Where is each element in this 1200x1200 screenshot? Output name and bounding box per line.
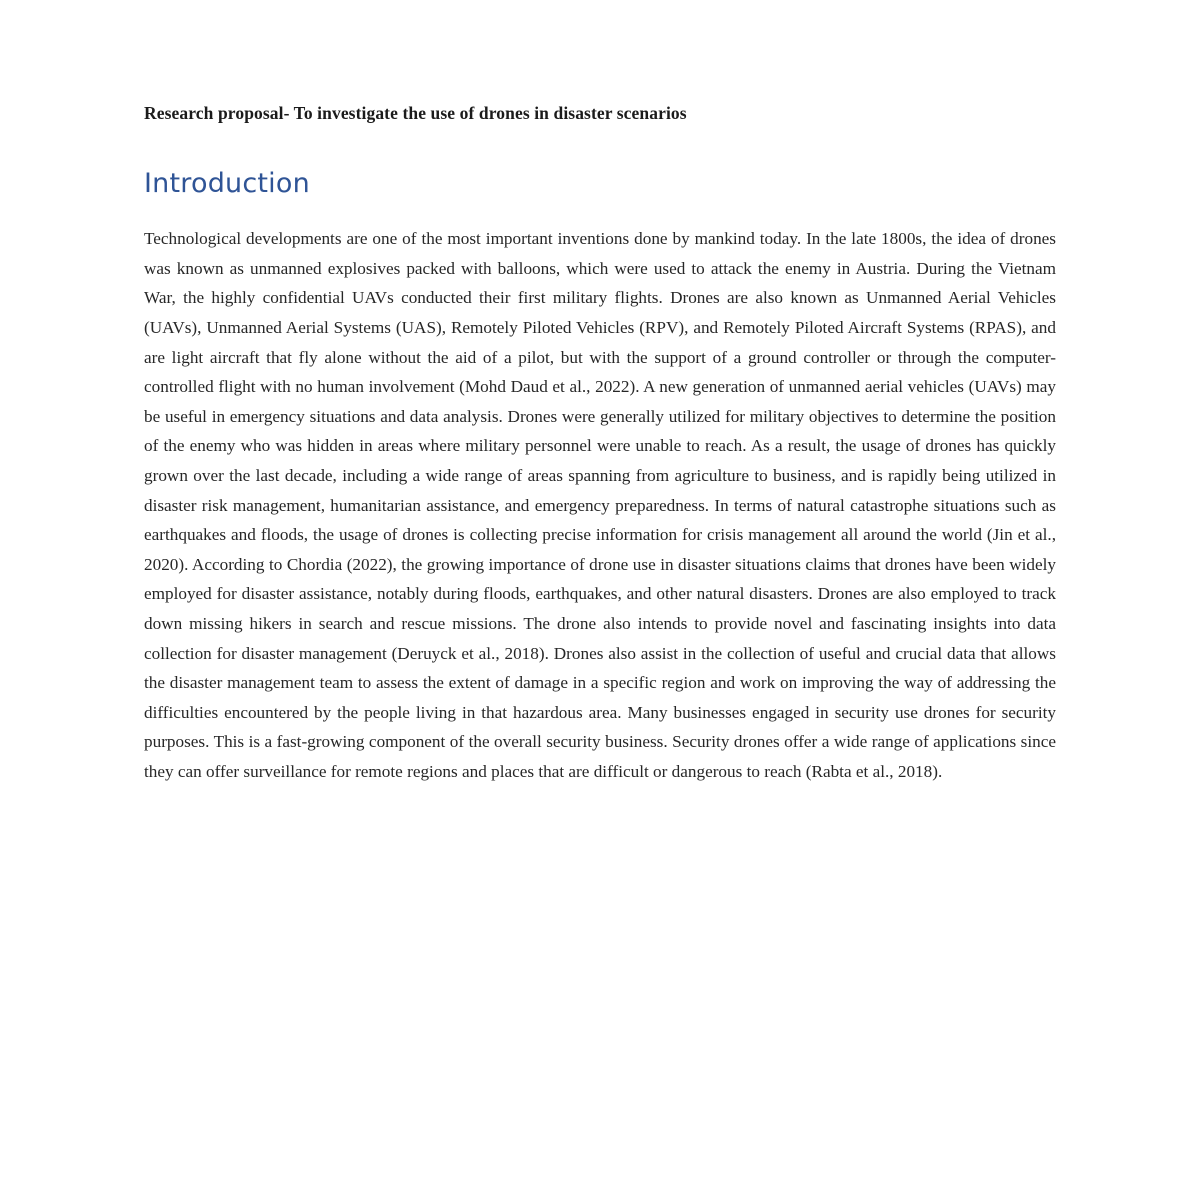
page-title: Research proposal- To investigate the use of drones in disaster scenarios	[144, 103, 687, 123]
introduction-paragraph: Technological developments are one of the most important inventions done by mankind today. In the late 1800s, the idea of drones was known as unmanned explosives packed with balloons, which were used to attack the enemy in Austria. During the Vietnam War, the highly confidential UAVs conducted their first military flights. Drones are also known as Unmanned Aerial Vehicles (UAVs), Unmanned Aerial Systems (UAS), Remotely Piloted Vehicles (RPV), and Remotely Piloted Aircraft Systems (RPAS), and are light aircraft that fly alone without the aid of a pilot, but with the support of a ground controller or through the computer-controlled flight with no human involvement (Mohd Daud et al., 2022). A new generation of unmanned aerial vehicles (UAVs) may be useful in emergency situations and data analysis. Drones were generally utilized for military objectives to determine the position of the enemy who was hidden in areas where military personnel were unable to reach. As a result, the usage of drones has quickly grown over the last decade, including a wide range of areas spanning from agriculture to business, and is rapidly being utilized in disaster risk management, humanitarian assistance, and emergency preparedness. In terms of natural catastrophe situations such as earthquakes and floods, the usage of drones is collecting precise information for crisis management all around the world (Jin et al., 2020). According to Chordia (2022), the growing importance of drone use in disaster situations claims that drones have been widely employed for disaster assistance, notably during floods, earthquakes, and other natural disasters. Drones are also employed to track down missing hikers in search and rescue missions. The drone also intends to provide novel and fascinating insights into data collection for disaster management (Deruyck et al., 2018). Drones also assist in the collection of useful and crucial data that allows the disaster management team to assess the extent of damage in a specific region and work on improving the way of addressing the difficulties encountered by the people living in that hazardous area. Many businesses engaged in security use drones for security purposes. This is a fast-growing component of the overall security business. Security drones offer a wide range of applications since they can offer surveillance for remote regions and places that are difficult or dangerous to reach (Rabta et al., 2018).	[144, 229, 1056, 781]
section-heading-introduction: Introduction	[144, 167, 310, 199]
document-content	[144, 0, 1056, 787]
